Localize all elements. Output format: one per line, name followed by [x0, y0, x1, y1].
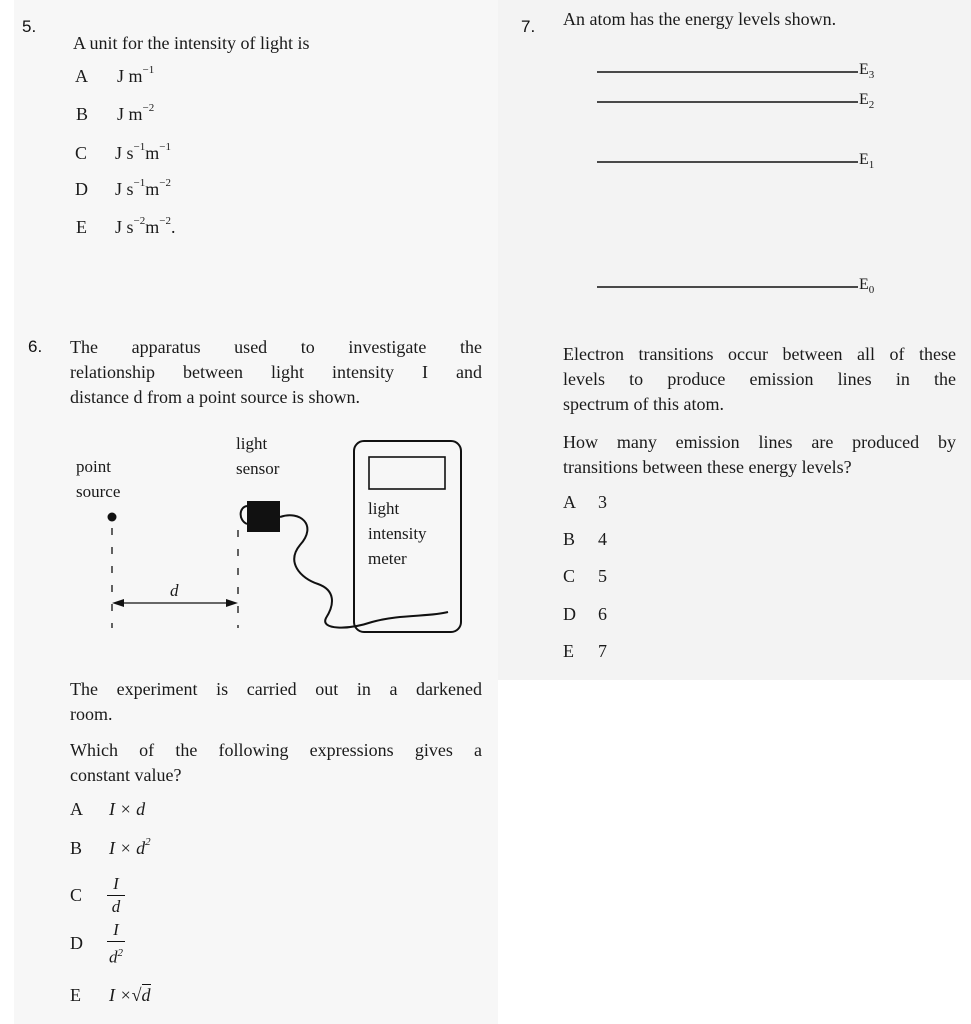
- q5-option-e-unit: J $s^{-2}m^{-2}$.: [115, 215, 176, 237]
- q6-stem-line-2: relationship between light intensity I and: [70, 362, 482, 382]
- q5-option-d-unit: J $s^{-1}m^{-2}$: [115, 177, 171, 199]
- q7-option-c-value: 5: [598, 566, 607, 586]
- q6-option-c-fraction: I d: [105, 874, 127, 917]
- q6-option-d-fraction: I $d^2$: [109, 920, 123, 967]
- q6-after-line-2: room.: [70, 704, 113, 724]
- q5-option-e-letter: E: [76, 217, 87, 237]
- q6-after-line-1: The experiment is carried out in a darkened: [70, 679, 482, 699]
- q7-option-e-value: 7: [598, 641, 607, 661]
- q6-option-a-letter: A: [70, 799, 83, 819]
- q5-option-b-letter: B: [76, 104, 89, 124]
- q6-option-b-letter: B: [70, 838, 83, 858]
- q7-para2-line-1: How many emission lines are produced by: [563, 432, 956, 452]
- q7-option-d-letter: D: [563, 604, 576, 624]
- meter-label-line-2: intensity: [368, 524, 427, 543]
- q5-option-c-letter: C: [75, 143, 88, 163]
- point-source-label-line-2: source: [76, 482, 121, 501]
- q7-option-a-letter: A: [563, 492, 576, 512]
- q6-option-e-letter: E: [70, 985, 81, 1005]
- energy-level-e0-label: $E_0$: [859, 276, 875, 297]
- q6-stem-line-1: The apparatus used to investigate the: [70, 337, 482, 357]
- q7-para1-line-1: Electron transitions occur between all of these: [563, 344, 956, 364]
- q7-option-e-letter: E: [563, 641, 574, 661]
- q7-para1-line-3: spectrum of this atom.: [563, 394, 724, 414]
- question-5-number: 5.: [22, 17, 37, 36]
- q5-option-a-letter: A: [75, 66, 88, 86]
- q7-option-b-letter: B: [563, 529, 576, 549]
- q5-option-d-letter: D: [75, 179, 88, 199]
- square-root-icon: √: [131, 985, 142, 1005]
- q6-option-a-expr: I × d: [109, 799, 146, 819]
- question-7-number: 7.: [521, 17, 536, 36]
- distance-label: d: [170, 581, 179, 600]
- q7-option-d-value: 6: [598, 604, 607, 624]
- q6-question-line-2: constant value?: [70, 765, 182, 785]
- point-source-label-line-1: point: [76, 457, 111, 476]
- q6-option-c-letter: C: [70, 885, 83, 905]
- light-sensor-label-line-1: light: [236, 434, 268, 453]
- q5-option-b-unit: J $m^{-2}$: [117, 102, 155, 124]
- q5-option-a-unit: J $m^{-1}$: [117, 64, 155, 86]
- meter-label-line-3: meter: [368, 549, 407, 568]
- energy-level-e3-label: $E_3$: [859, 61, 875, 82]
- q6-question-line-1: Which of the following expressions gives a: [70, 740, 482, 760]
- q7-option-a-value: 3: [598, 492, 607, 512]
- q6-option-e-expr: I ×√d: [109, 985, 151, 1005]
- energy-level-e2-label: $E_2$: [859, 91, 875, 112]
- q5-option-c-unit: J $s^{-1}m^{-1}$: [115, 141, 171, 163]
- q6-stem-line-3: distance d from a point source is shown.: [70, 387, 360, 407]
- q7-option-c-letter: C: [563, 566, 576, 586]
- question-6-number: 6.: [28, 337, 43, 356]
- q7-option-b-value: 4: [598, 529, 607, 549]
- meter-label-line-1: light: [368, 499, 400, 518]
- q7-para2-line-2: transitions between these energy levels?: [563, 457, 852, 477]
- light-sensor-label-line-2: sensor: [236, 459, 280, 478]
- question-5-stem: A unit for the intensity of light is: [73, 33, 310, 53]
- question-7-stem: An atom has the energy levels shown.: [563, 9, 837, 29]
- q6-option-b-expr: $I \times d^2$: [109, 836, 151, 858]
- energy-level-e1-label: $E_1$: [859, 151, 875, 172]
- q6-option-d-letter: D: [70, 933, 83, 953]
- q7-para1-line-2: levels to produce emission lines in the: [563, 369, 956, 389]
